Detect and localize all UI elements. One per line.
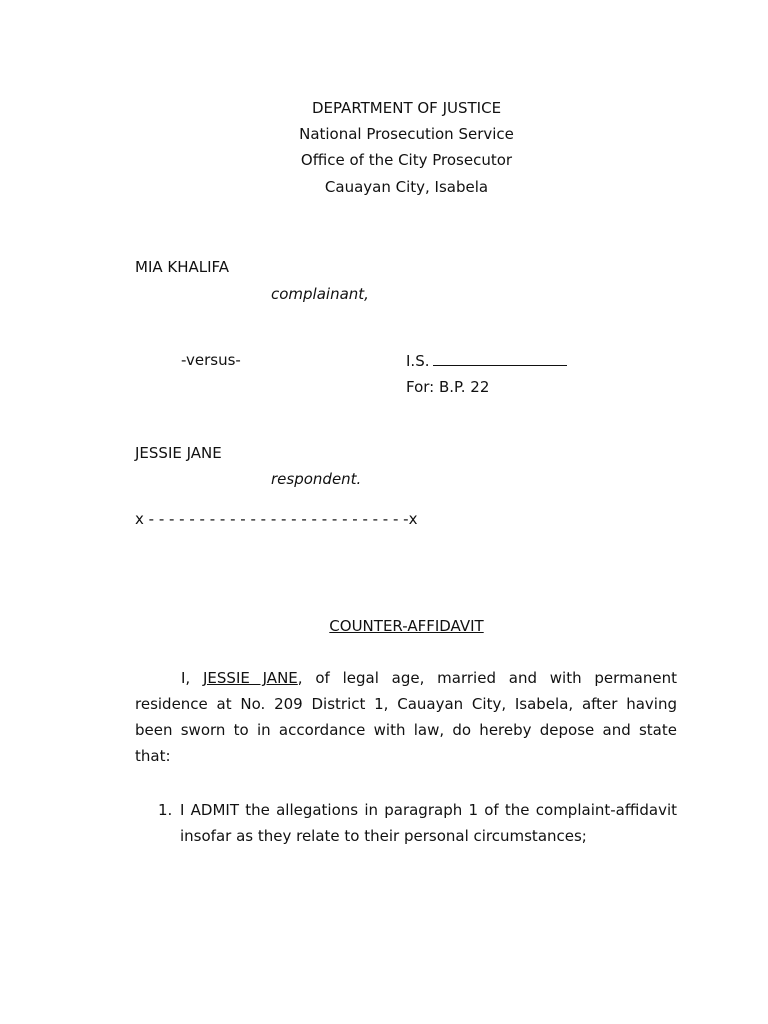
caption-separator: x - - - - - - - - - - - - - - - - - - - - - - - - - -x [135, 510, 418, 528]
case-for: For: B.P. 22 [406, 378, 490, 396]
versus-label: -versus- [181, 351, 241, 369]
service-line: National Prosecution Service [299, 125, 514, 143]
office-line: Office of the City Prosecutor [300, 151, 513, 169]
intro-text: , of legal age, married and with permanent residence at No. 209 District 1, Cauayan City, Isabela, after having been sworn to in accordance with law, do hereby depose and state that: [135, 669, 677, 765]
case-number-blank [433, 351, 567, 366]
intro-prefix: I, [181, 669, 203, 687]
location-line: Cauayan City, Isabela [324, 178, 489, 196]
respondent-name: JESSIE JANE [135, 444, 222, 462]
document-title: COUNTER-AFFIDAVIT [329, 617, 484, 635]
intro-name: JESSIE JANE [203, 669, 298, 687]
case-number [406, 351, 567, 371]
complainant-role: complainant, [271, 285, 369, 303]
item-number: 1. [158, 801, 173, 819]
case-label: I.S. [406, 352, 430, 370]
item-text: I ADMIT the allegations in paragraph 1 of the complaint-affidavit insofar as they relate to their personal circumstances; [180, 801, 677, 845]
intro-paragraph [135, 665, 677, 769]
complainant-name: MIA KHALIFA [135, 258, 230, 276]
department-heading: DEPARTMENT OF JUSTICE [311, 99, 502, 117]
respondent-role: respondent. [271, 470, 362, 488]
